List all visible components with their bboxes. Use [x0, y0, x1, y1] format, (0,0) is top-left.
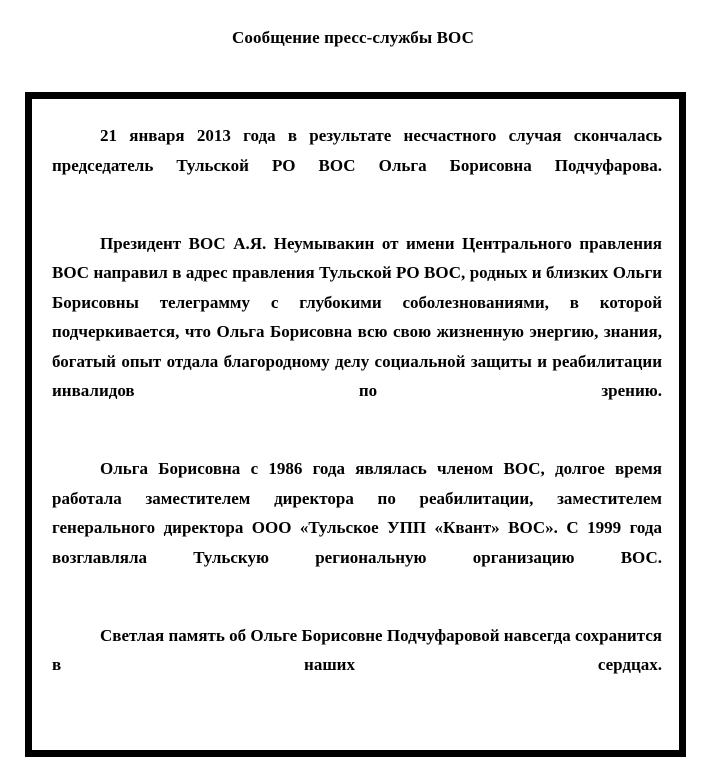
paragraph-biography: Ольга Борисовна с 1986 года являлась членом ВОС, долгое время работала заместителем директора по реабилитации, заместителем генерального директора ООО «Тульское УПП «Квант» ВОС». С 1999 года возглавляла Тульскую региональную организацию ВОС. — [52, 459, 667, 567]
message-body — [52, 121, 671, 709]
page-title: Сообщение пресс-службы ВОС — [232, 28, 474, 47]
paragraph-death-notice: 21 января 2013 года в результате несчастного случая скончалась председатель Тульской РО ВОС Ольга Борисовна Подчуфарова. — [52, 126, 667, 175]
bordered-message-box — [25, 92, 686, 757]
paragraph-condolence-telegram: Президент ВОС А.Я. Неумывакин от имени Центрального правления ВОС направил в адрес правления Тульской РО ВОС, родных и близких Ольги Борисовны телеграмму с глубокими соболезнованиями, в которой подчеркивается, что Ольга Борисовна всю свою жизненную энергию, знания, богатый опыт отдала благородному делу социальной защиты и реабилитации инвалидов по зрению. — [52, 233, 671, 400]
paragraph-in-memoriam: Светлая память об Ольге Борисовне Подчуфаровой навсегда сохранится в наших сердцах. — [52, 625, 667, 674]
